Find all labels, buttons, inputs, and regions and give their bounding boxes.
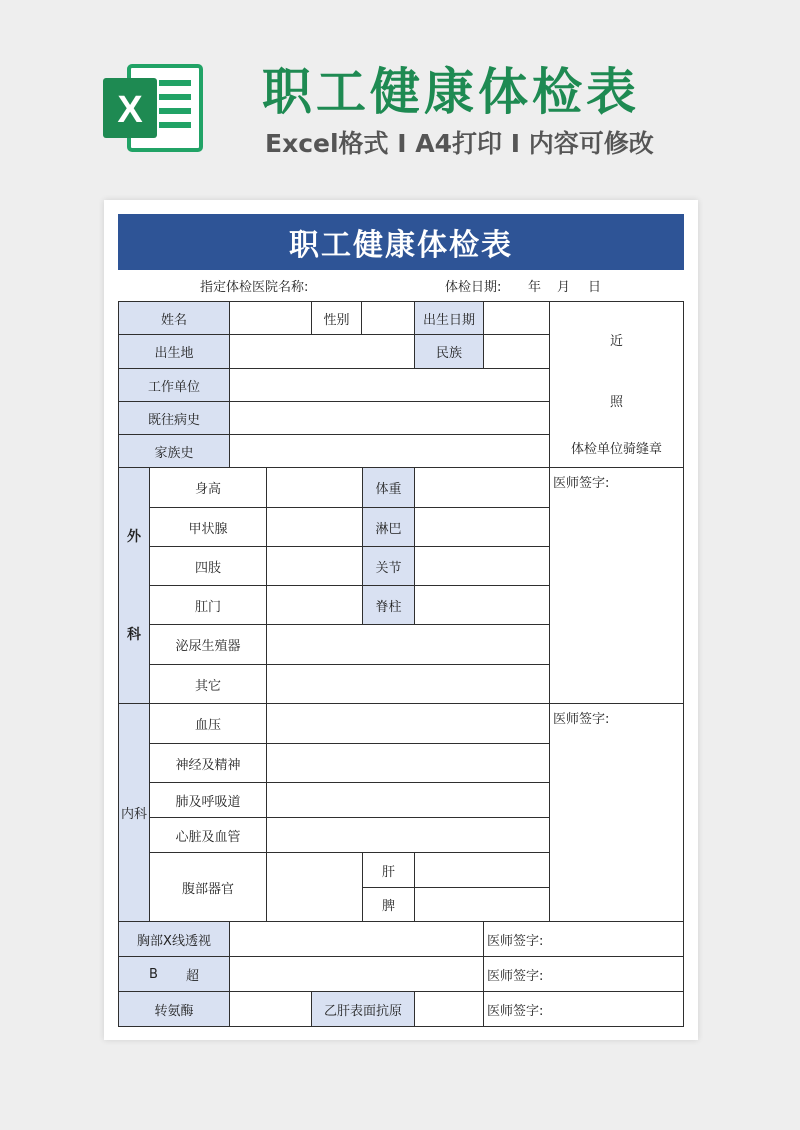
liver-label: 肝 [362, 852, 415, 888]
excel-icon [103, 62, 203, 154]
ultrasound-label [118, 956, 230, 992]
heart-label: 心脏及血管 [149, 817, 267, 853]
other-value[interactable] [266, 664, 550, 704]
hbsag-label: 乙肝表面抗原 [311, 991, 415, 1027]
thyroid-label: 甲状腺 [149, 507, 267, 547]
height-label: 身高 [149, 467, 267, 508]
family-history-label: 家族史 [118, 434, 230, 468]
birthplace-label: 出生地 [118, 334, 230, 369]
ethnicity-label: 民族 [414, 334, 484, 369]
banner-title: 职工健康体检表 [262, 63, 640, 121]
photo-label-line2: 照 [609, 395, 623, 410]
form-title: 职工健康体检表 [118, 214, 684, 270]
date-month: 月 [557, 280, 571, 295]
spleen-label: 脾 [362, 887, 415, 922]
birth-date-label: 出生日期 [414, 301, 484, 335]
lymph-value[interactable] [414, 507, 550, 547]
ultrasound-label-chao: 超 [185, 968, 199, 984]
excel-logo-letter: X [117, 89, 143, 131]
ultrasound-label-b: B [149, 966, 158, 982]
surgery-label-top: 外 [127, 528, 141, 545]
name-label: 姓名 [118, 301, 230, 335]
spine-value[interactable] [414, 585, 550, 625]
ethnicity-value[interactable] [483, 334, 550, 369]
weight-label: 体重 [362, 467, 415, 508]
weight-value[interactable] [414, 467, 550, 508]
exam-date-label: 体检日期: [445, 280, 502, 295]
name-value[interactable] [229, 301, 312, 335]
photo-label-line1: 近 [609, 334, 623, 349]
spine-label: 脊柱 [362, 585, 415, 625]
birth-date-value[interactable] [483, 301, 550, 335]
family-history-value[interactable] [229, 434, 550, 468]
heart-value[interactable] [266, 817, 550, 853]
gender-value[interactable] [361, 301, 415, 335]
work-unit-value[interactable] [229, 368, 550, 402]
thyroid-value[interactable] [266, 507, 363, 547]
xray-label: 胸部X线透视 [118, 921, 230, 957]
xray-value[interactable] [229, 921, 484, 957]
liver-value[interactable] [414, 852, 550, 888]
past-history-value[interactable] [229, 401, 550, 435]
photo-area[interactable] [549, 301, 684, 468]
limbs-label: 四肢 [149, 546, 267, 586]
alt-value[interactable] [229, 991, 312, 1027]
birthplace-value[interactable] [229, 334, 415, 369]
surgery-label-bottom: 科 [127, 626, 141, 643]
surgery-section-label [118, 467, 150, 704]
joints-value[interactable] [414, 546, 550, 586]
xray-doctor-sign[interactable]: 医师签字: [483, 921, 684, 957]
anus-value[interactable] [266, 585, 363, 625]
spleen-value[interactable] [414, 887, 550, 922]
limbs-value[interactable] [266, 546, 363, 586]
lungs-label: 肺及呼吸道 [149, 782, 267, 818]
surgery-doctor-sign[interactable]: 医师签字: [549, 467, 684, 704]
height-value[interactable] [266, 467, 363, 508]
ultrasound-value[interactable] [229, 956, 484, 992]
gender-label: 性别 [311, 301, 362, 335]
date-year: 年 [528, 280, 542, 295]
blood-pressure-value[interactable] [266, 703, 550, 744]
lungs-value[interactable] [266, 782, 550, 818]
alt-label: 转氨酶 [118, 991, 230, 1027]
other-label: 其它 [149, 664, 267, 704]
date-day: 日 [588, 280, 602, 295]
internal-section-label: 内科 [118, 703, 150, 922]
joints-label: 关节 [362, 546, 415, 586]
hospital-label: 指定体检医院名称: [200, 280, 309, 295]
neuro-label: 神经及精神 [149, 743, 267, 783]
promo-banner [0, 0, 800, 190]
abdomen-value[interactable] [266, 852, 363, 922]
hbsag-value[interactable] [414, 991, 484, 1027]
hbsag-doctor-sign[interactable]: 医师签字: [483, 991, 684, 1027]
neuro-value[interactable] [266, 743, 550, 783]
lymph-label: 淋巴 [362, 507, 415, 547]
blood-pressure-label: 血压 [149, 703, 267, 744]
urogenital-label: 泌尿生殖器 [149, 624, 267, 665]
banner-subtitle: Excel格式 I A4打印 I 内容可修改 [265, 129, 654, 158]
abdomen-label: 腹部器官 [149, 852, 267, 922]
past-history-label: 既往病史 [118, 401, 230, 435]
urogenital-value[interactable] [266, 624, 550, 665]
internal-doctor-sign[interactable]: 医师签字: [549, 703, 684, 922]
anus-label: 肛门 [149, 585, 267, 625]
ultrasound-doctor-sign[interactable]: 医师签字: [483, 956, 684, 992]
stamp-label: 体检单位骑缝章 [570, 442, 662, 457]
work-unit-label: 工作单位 [118, 368, 230, 402]
